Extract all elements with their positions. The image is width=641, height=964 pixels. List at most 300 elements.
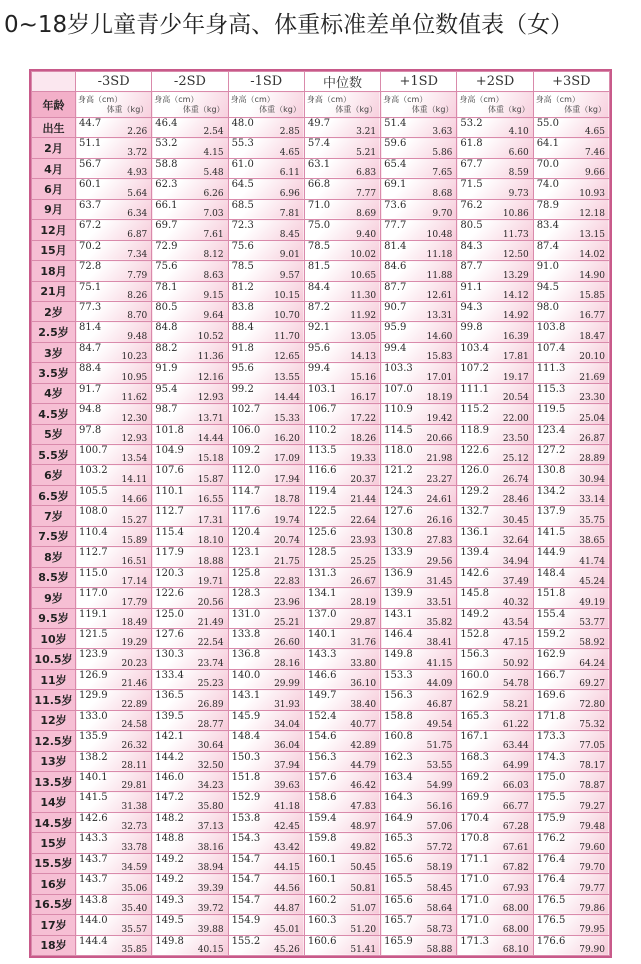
- value-cell: [76, 220, 152, 240]
- weight-value: 16.17: [350, 393, 377, 404]
- value-cell: [76, 567, 152, 587]
- value-cell: [228, 608, 304, 628]
- sd-column-header: -3SD: [76, 72, 152, 92]
- weight-value: 7.81: [279, 209, 300, 220]
- value-cell: [152, 628, 228, 648]
- value-cell: [533, 894, 609, 914]
- value-cell: [152, 833, 228, 853]
- weight-value: 12.16: [197, 372, 224, 383]
- value-cell: [152, 158, 228, 178]
- height-value: 107.6: [155, 465, 184, 477]
- height-value: 140.1: [307, 628, 337, 640]
- weight-value: 20.56: [197, 597, 224, 608]
- value-cell: [381, 342, 457, 362]
- weight-value: 20.10: [579, 352, 605, 363]
- weight-value: 3.63: [432, 127, 453, 138]
- weight-value: 13.15: [579, 229, 605, 240]
- height-value: 165.7: [384, 915, 413, 927]
- weight-value: 14.90: [579, 270, 605, 281]
- height-value: 72.3: [231, 220, 254, 232]
- value-cell: [152, 445, 228, 465]
- height-value: 151.8: [231, 772, 261, 783]
- value-cell: [457, 506, 533, 526]
- value-cell: [76, 690, 152, 710]
- height-value: 162.9: [460, 690, 490, 702]
- height-value: 129.9: [79, 690, 108, 702]
- table-row: [32, 547, 610, 567]
- weight-value: 22.89: [121, 699, 148, 710]
- weight-unit-label: 体重（kg）: [564, 105, 606, 114]
- value-cell: [76, 138, 152, 158]
- weight-value: 23.96: [274, 597, 300, 608]
- weight-value: 4.65: [279, 147, 300, 158]
- weight-value: 68.10: [502, 945, 529, 955]
- height-value: 127.6: [155, 628, 184, 640]
- height-value: 55.3: [231, 138, 254, 150]
- height-value: 143.3: [79, 833, 108, 845]
- weight-value: 53.77: [579, 617, 605, 628]
- value-cell: [457, 220, 533, 240]
- weight-value: 11.36: [197, 352, 224, 363]
- weight-value: 34.59: [121, 863, 148, 874]
- height-value: 129.2: [460, 485, 490, 497]
- height-value: 107.4: [536, 342, 566, 354]
- age-cell: 3岁: [32, 342, 76, 362]
- value-cell: [228, 710, 304, 730]
- value-cell: [457, 608, 533, 628]
- height-value: 71.5: [460, 179, 483, 191]
- weight-value: 15.89: [121, 536, 148, 547]
- height-value: 91.7: [79, 383, 102, 395]
- weight-value: 8.63: [203, 270, 224, 281]
- height-value: 65.4: [384, 158, 407, 170]
- weight-value: 29.81: [121, 781, 148, 792]
- weight-value: 3.21: [356, 127, 377, 138]
- value-cell: [304, 363, 380, 383]
- value-cell: [533, 731, 609, 751]
- table-row: [32, 669, 610, 689]
- table-row: [32, 383, 610, 403]
- height-value: 169.9: [460, 792, 490, 804]
- weight-value: 39.63: [274, 781, 300, 792]
- table-row: [32, 485, 610, 505]
- value-cell: [381, 772, 457, 792]
- value-cell: [152, 199, 228, 219]
- table-row: [32, 240, 610, 260]
- height-value: 159.4: [307, 812, 337, 824]
- weight-value: 79.95: [579, 924, 605, 935]
- weight-value: 29.56: [426, 556, 453, 567]
- height-value: 99.4: [307, 363, 331, 375]
- value-cell: [381, 199, 457, 219]
- height-value: 110.4: [79, 526, 108, 538]
- value-cell: [533, 506, 609, 526]
- weight-value: 15.27: [121, 515, 148, 526]
- height-value: 77.3: [79, 301, 102, 313]
- value-cell: [457, 935, 533, 956]
- height-value: 91.9: [155, 363, 178, 375]
- weight-value: 9.57: [279, 270, 300, 281]
- weight-value: 8.12: [203, 250, 224, 261]
- age-cell: 5.5岁: [32, 445, 76, 465]
- table-row: [32, 792, 610, 812]
- table-row: [32, 649, 610, 669]
- height-value: 48.0: [231, 118, 254, 129]
- height-value: 80.5: [155, 301, 178, 313]
- height-value: 108.0: [79, 506, 108, 518]
- height-value: 117.6: [231, 506, 261, 518]
- height-value: 132.7: [460, 506, 490, 518]
- weight-value: 4.93: [127, 168, 148, 179]
- height-value: 143.1: [384, 608, 413, 620]
- value-cell: [304, 772, 380, 792]
- age-cell: 7.5岁: [32, 526, 76, 546]
- weight-value: 10.65: [350, 270, 377, 281]
- value-cell: [457, 567, 533, 587]
- weight-value: 4.15: [203, 147, 224, 158]
- weight-value: 13.55: [274, 372, 300, 383]
- weight-unit-label: 体重（kg）: [259, 105, 301, 114]
- value-cell: [304, 792, 380, 812]
- value-cell: [76, 322, 152, 342]
- height-value: 84.8: [155, 322, 178, 334]
- weight-value: 28.46: [502, 495, 529, 506]
- value-cell: [152, 383, 228, 403]
- table-row: [32, 833, 610, 853]
- value-cell: [152, 138, 228, 158]
- value-cell: [381, 363, 457, 383]
- height-value: 136.8: [231, 649, 261, 661]
- weight-value: 68.00: [502, 904, 529, 915]
- height-value: 87.7: [384, 281, 407, 293]
- height-value: 70.0: [536, 158, 559, 170]
- weight-value: 10.95: [121, 372, 148, 383]
- height-value: 175.5: [536, 792, 566, 804]
- weight-value: 17.09: [274, 454, 300, 465]
- table-row: [32, 342, 610, 362]
- weight-value: 12.93: [121, 434, 148, 444]
- value-cell: [76, 158, 152, 178]
- weight-value: 34.23: [197, 781, 224, 792]
- height-value: 70.2: [79, 240, 102, 252]
- height-value: 173.3: [536, 731, 566, 743]
- weight-value: 19.74: [274, 515, 300, 526]
- value-cell: [304, 322, 380, 342]
- weight-value: 14.11: [121, 474, 148, 485]
- height-value: 146.4: [384, 628, 413, 640]
- weight-value: 13.71: [197, 413, 224, 424]
- weight-value: 38.65: [579, 536, 605, 547]
- value-cell: [381, 567, 457, 587]
- age-cell: 14.5岁: [32, 812, 76, 832]
- weight-value: 35.80: [197, 801, 224, 812]
- weight-value: 15.87: [197, 474, 224, 485]
- value-cell: [76, 342, 152, 362]
- height-value: 84.3: [460, 240, 483, 252]
- weight-value: 44.79: [350, 761, 377, 771]
- weight-value: 44.87: [274, 904, 300, 915]
- value-cell: [457, 240, 533, 260]
- weight-value: 45.26: [274, 945, 300, 955]
- height-value: 64.5: [231, 179, 254, 191]
- table-row: [32, 322, 610, 342]
- height-value: 91.8: [231, 342, 254, 354]
- weight-value: 34.94: [502, 556, 529, 567]
- value-cell: [76, 485, 152, 505]
- value-cell: [533, 424, 609, 444]
- weight-value: 9.15: [203, 290, 224, 301]
- value-cell: [76, 812, 152, 832]
- value-cell: [457, 118, 533, 138]
- height-value: 61.8: [460, 138, 483, 150]
- weight-value: 57.06: [426, 822, 453, 833]
- age-cell: 2岁: [32, 301, 76, 321]
- value-cell: [381, 833, 457, 853]
- weight-value: 67.82: [502, 863, 529, 874]
- weight-value: 26.74: [502, 474, 529, 485]
- height-value: 100.7: [79, 445, 108, 456]
- height-value: 61.0: [231, 158, 254, 170]
- page-title: 0~18岁儿童青少年身高、体重标准差单位数值表（女）: [4, 12, 574, 38]
- height-value: 171.8: [536, 710, 566, 722]
- value-cell: [152, 240, 228, 260]
- height-value: 125.8: [231, 567, 261, 579]
- table-row: [32, 199, 610, 219]
- value-cell: [228, 301, 304, 321]
- height-value: 106.0: [231, 424, 261, 436]
- weight-value: 41.18: [274, 801, 300, 812]
- weight-value: 39.39: [197, 883, 224, 894]
- value-cell: [381, 485, 457, 505]
- value-cell: [152, 710, 228, 730]
- weight-value: 57.72: [426, 842, 453, 853]
- weight-value: 33.14: [579, 495, 605, 506]
- value-cell: [152, 915, 228, 935]
- height-value: 153.3: [384, 669, 413, 681]
- height-value: 144.9: [536, 547, 566, 559]
- value-cell: [533, 445, 609, 465]
- value-cell: [457, 179, 533, 199]
- value-cell: [76, 363, 152, 383]
- weight-value: 38.41: [426, 638, 453, 649]
- table-row: [32, 506, 610, 526]
- height-value: 164.9: [384, 812, 413, 824]
- value-cell: [76, 628, 152, 648]
- value-cell: [76, 772, 152, 792]
- weight-value: 49.19: [579, 597, 605, 608]
- value-cell: [533, 547, 609, 567]
- height-value: 87.2: [307, 301, 331, 313]
- weight-value: 31.93: [274, 699, 300, 710]
- weight-value: 58.21: [502, 699, 529, 710]
- value-cell: [304, 301, 380, 321]
- age-cell: 13.5岁: [32, 772, 76, 792]
- value-cell: [228, 894, 304, 914]
- value-cell: [76, 404, 152, 424]
- height-value: 83.8: [231, 301, 254, 313]
- height-value: 122.5: [307, 506, 337, 518]
- value-cell: [533, 935, 609, 956]
- weight-value: 77.05: [579, 740, 605, 751]
- value-cell: [304, 812, 380, 832]
- height-value: 148.4: [231, 731, 261, 743]
- height-value: 156.3: [460, 649, 490, 661]
- weight-value: 45.01: [274, 924, 300, 935]
- value-cell: [457, 690, 533, 710]
- height-value: 118.0: [384, 445, 413, 456]
- value-cell: [76, 240, 152, 260]
- height-value: 53.2: [155, 138, 178, 150]
- value-cell: [76, 547, 152, 567]
- weight-value: 79.86: [579, 904, 605, 915]
- weight-value: 10.02: [350, 250, 377, 261]
- value-cell: [381, 588, 457, 608]
- value-cell: [152, 179, 228, 199]
- value-cell: [533, 833, 609, 853]
- value-cell: [457, 363, 533, 383]
- weight-value: 15.33: [274, 413, 300, 424]
- value-cell: [457, 281, 533, 301]
- weight-value: 41.74: [579, 556, 605, 567]
- weight-value: 31.38: [121, 801, 148, 812]
- height-value: 94.3: [460, 301, 483, 313]
- age-cell: 18岁: [32, 935, 76, 956]
- height-value: 140.1: [79, 772, 108, 783]
- value-cell: [533, 608, 609, 628]
- weight-value: 58.88: [426, 945, 453, 955]
- height-value: 112.7: [155, 506, 184, 518]
- height-value: 174.3: [536, 751, 566, 763]
- height-value: 80.5: [460, 220, 483, 232]
- weight-value: 42.89: [350, 740, 377, 751]
- height-value: 127.2: [536, 445, 566, 456]
- value-cell: [533, 199, 609, 219]
- value-cell: [381, 874, 457, 894]
- weight-value: 23.74: [197, 658, 224, 669]
- table-row: [32, 588, 610, 608]
- weight-value: 19.42: [426, 413, 453, 424]
- weight-value: 79.48: [579, 822, 605, 833]
- height-value: 156.3: [307, 751, 337, 763]
- table-row: [32, 424, 610, 444]
- weight-value: 9.40: [356, 229, 377, 240]
- height-value: 160.1: [307, 874, 337, 886]
- weight-value: 25.04: [579, 413, 605, 424]
- weight-value: 17.22: [350, 413, 377, 424]
- weight-value: 20.23: [121, 658, 148, 669]
- height-value: 154.7: [231, 894, 261, 906]
- height-value: 73.6: [384, 199, 407, 211]
- value-cell: [533, 649, 609, 669]
- height-value: 143.1: [231, 690, 261, 702]
- weight-value: 50.92: [502, 658, 529, 669]
- height-value: 84.4: [307, 281, 331, 293]
- value-cell: [304, 588, 380, 608]
- value-cell: [76, 281, 152, 301]
- height-value: 157.6: [307, 772, 337, 783]
- height-value: 149.3: [155, 894, 184, 906]
- height-value: 123.9: [79, 649, 108, 661]
- height-value: 171.0: [460, 874, 490, 886]
- table-row: [32, 935, 610, 956]
- height-value: 119.5: [536, 404, 566, 416]
- value-cell: [152, 853, 228, 873]
- value-cell: [152, 874, 228, 894]
- weight-value: 13.05: [350, 331, 377, 342]
- age-cell: 10.5岁: [32, 649, 76, 669]
- table-row: [32, 853, 610, 873]
- value-cell: [152, 588, 228, 608]
- weight-value: 64.99: [502, 761, 529, 771]
- height-value: 138.2: [79, 751, 108, 763]
- value-cell: [228, 404, 304, 424]
- age-cell: 6月: [32, 179, 76, 199]
- age-cell: 12.5岁: [32, 731, 76, 751]
- age-cell: 出生: [32, 118, 76, 138]
- age-cell: 17岁: [32, 915, 76, 935]
- height-value: 115.0: [79, 567, 108, 579]
- height-value: 78.9: [536, 199, 559, 211]
- value-cell: [152, 424, 228, 444]
- weight-value: 21.75: [274, 556, 300, 567]
- weight-value: 41.15: [426, 658, 453, 669]
- height-value: 84.6: [384, 261, 407, 273]
- value-cell: [304, 669, 380, 689]
- value-cell: [152, 690, 228, 710]
- height-unit-label: 身高（cm）: [306, 95, 352, 104]
- value-cell: [228, 526, 304, 546]
- weight-value: 11.70: [274, 331, 300, 342]
- height-value: 135.9: [79, 731, 108, 743]
- height-value: 134.2: [536, 485, 566, 497]
- value-cell: [304, 281, 380, 301]
- value-cell: [228, 220, 304, 240]
- value-cell: [152, 526, 228, 546]
- height-value: 92.1: [307, 322, 331, 334]
- value-cell: [381, 118, 457, 138]
- height-value: 152.8: [460, 628, 490, 640]
- weight-value: 7.79: [127, 270, 148, 281]
- value-cell: [152, 608, 228, 628]
- weight-value: 21.44: [350, 495, 377, 506]
- height-value: 145.8: [460, 588, 490, 600]
- value-cell: [381, 281, 457, 301]
- weight-value: 54.78: [502, 679, 529, 690]
- height-value: 91.0: [536, 261, 559, 273]
- weight-value: 3.72: [127, 147, 148, 158]
- weight-value: 5.86: [432, 147, 453, 158]
- weight-value: 36.04: [274, 740, 300, 751]
- age-cell: 2月: [32, 138, 76, 158]
- weight-value: 35.75: [579, 515, 605, 526]
- table-row: [32, 526, 610, 546]
- weight-value: 51.07: [350, 904, 377, 915]
- height-value: 160.2: [307, 894, 337, 906]
- table-row: [32, 281, 610, 301]
- age-column-header: 年龄: [32, 92, 76, 118]
- value-cell: [457, 138, 533, 158]
- weight-value: 53.55: [426, 761, 453, 771]
- weight-value: 10.15: [274, 290, 300, 301]
- value-cell: [381, 240, 457, 260]
- value-cell: [381, 812, 457, 832]
- height-value: 175.0: [536, 772, 566, 783]
- value-cell: [381, 915, 457, 935]
- value-cell: [76, 751, 152, 771]
- weight-value: 22.00: [502, 413, 529, 424]
- value-cell: [228, 485, 304, 505]
- sd-column-header: -2SD: [152, 72, 228, 92]
